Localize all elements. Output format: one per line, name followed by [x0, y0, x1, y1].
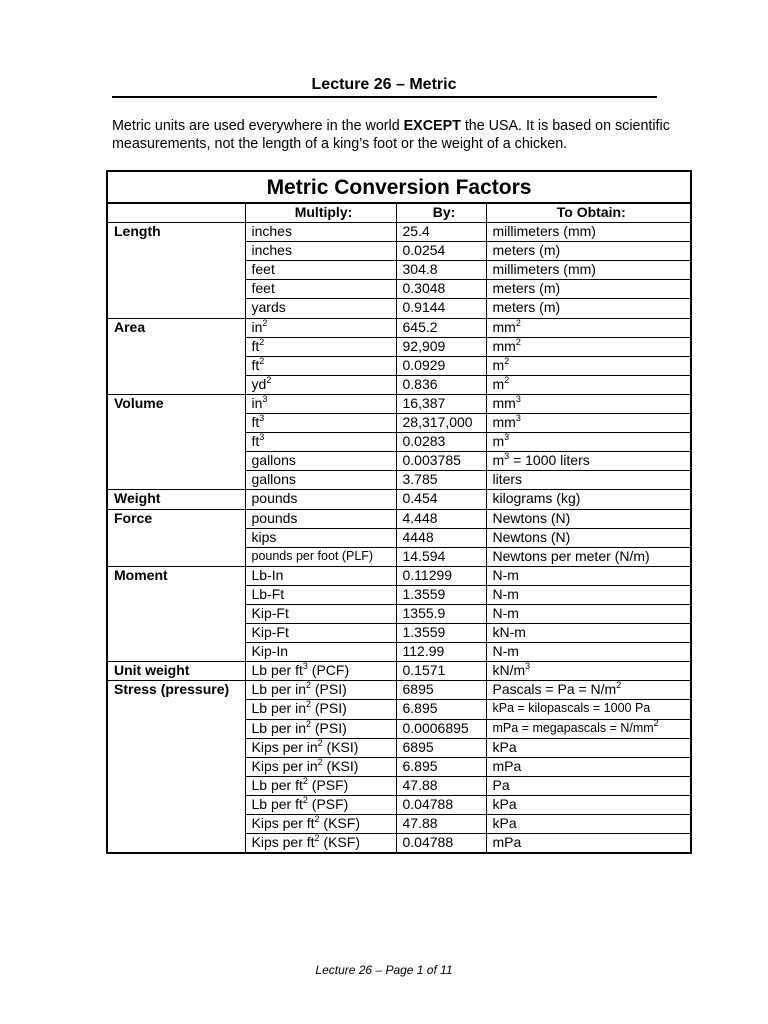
- factor-cell: 6.895: [396, 700, 486, 719]
- category-cell: [107, 700, 245, 719]
- multiply-exponent: 2: [305, 699, 311, 710]
- table-row: [107, 662, 691, 681]
- factor-cell: 0.0006895: [396, 719, 486, 738]
- obtain-cell: [486, 719, 691, 738]
- obtain-cell: [486, 776, 691, 795]
- multiply-unit: ft: [251, 337, 260, 354]
- factor-cell: 0.9144: [396, 299, 486, 318]
- obtain-unit: mm: [492, 414, 516, 431]
- factor-cell: 4.448: [396, 509, 486, 528]
- multiply-cell: [245, 585, 396, 604]
- multiply-unit: Kip-In: [251, 643, 289, 660]
- multiply-unit: in: [251, 394, 263, 411]
- factor-cell: 25.4: [396, 223, 486, 242]
- intro-paragraph: [112, 117, 672, 153]
- multiply-unit: yd: [251, 375, 267, 392]
- obtain-cell: [486, 433, 691, 452]
- table-row: [107, 337, 691, 356]
- obtain-cell: [486, 624, 691, 643]
- multiply-exponent: 2: [305, 719, 311, 729]
- multiply-cell: [245, 662, 396, 681]
- obtain-unit: N-m: [492, 643, 519, 660]
- multiply-cell: [245, 509, 396, 528]
- obtain-unit: m: [492, 452, 505, 469]
- category-cell: [107, 280, 245, 299]
- multiply-cell: [245, 776, 396, 795]
- multiply-cell: [245, 280, 396, 299]
- obtain-exponent: 3: [504, 451, 510, 462]
- obtain-unit: N-m: [492, 604, 519, 621]
- multiply-suffix: (KSI): [322, 738, 359, 755]
- obtain-cell: [486, 356, 691, 375]
- obtain-exponent: 2: [653, 719, 659, 728]
- category-cell: [107, 624, 245, 643]
- category-cell: [107, 299, 245, 318]
- factor-cell: 0.0929: [396, 356, 486, 375]
- obtain-cell: [486, 795, 691, 814]
- multiply-unit: ft: [251, 414, 260, 431]
- obtain-unit: kN/m: [492, 662, 526, 679]
- obtain-exponent: 3: [504, 432, 510, 443]
- multiply-cell: [245, 815, 396, 834]
- multiply-cell: [245, 719, 396, 738]
- multiply-unit: Kips per ft: [251, 815, 315, 831]
- obtain-unit: kPa = kilopascals = 1000 Pa: [492, 701, 651, 716]
- obtain-unit: kPa: [492, 738, 517, 755]
- obtain-cell: [486, 738, 691, 757]
- header-by: By:: [396, 203, 486, 223]
- table-body: [107, 223, 691, 854]
- multiply-suffix: (KSI): [322, 757, 359, 774]
- category-cell: [107, 834, 245, 854]
- category-cell: [107, 452, 245, 471]
- category-cell: [107, 261, 245, 280]
- obtain-cell: [486, 566, 691, 585]
- table-row: [107, 681, 691, 700]
- multiply-exponent: 2: [266, 375, 272, 385]
- factor-cell: 16,387: [396, 394, 486, 413]
- obtain-unit: kPa: [492, 815, 517, 831]
- obtain-cell: [486, 299, 691, 318]
- obtain-cell: [486, 242, 691, 261]
- multiply-cell: [245, 547, 396, 566]
- multiply-cell: [245, 700, 396, 719]
- factor-cell: 1.3559: [396, 624, 486, 643]
- category-cell: Moment: [107, 566, 245, 585]
- obtain-cell: [486, 700, 691, 719]
- multiply-unit: ft: [251, 356, 260, 373]
- multiply-suffix: (PSI): [311, 719, 347, 736]
- multiply-unit: Kip-Ft: [251, 624, 289, 641]
- obtain-unit: mm: [492, 394, 516, 411]
- obtain-cell: [486, 337, 691, 356]
- multiply-cell: [245, 242, 396, 261]
- table-row: [107, 471, 691, 490]
- obtain-unit: N-m: [492, 566, 519, 583]
- factor-cell: 645.2: [396, 318, 486, 337]
- multiply-cell: [245, 490, 396, 509]
- multiply-cell: [245, 414, 396, 433]
- obtain-unit: millimeters (mm): [492, 261, 596, 278]
- category-cell: [107, 585, 245, 604]
- table-row: [107, 414, 691, 433]
- table-row: [107, 490, 691, 509]
- multiply-exponent: 2: [259, 356, 265, 366]
- category-cell: Stress (pressure): [107, 681, 245, 700]
- obtain-cell: [486, 223, 691, 242]
- multiply-cell: [245, 795, 396, 814]
- multiply-cell: [245, 738, 396, 757]
- obtain-unit: mPa: [492, 834, 522, 851]
- table-row: [107, 624, 691, 643]
- obtain-cell: [486, 509, 691, 528]
- obtain-unit: meters (m): [492, 280, 561, 297]
- obtain-unit: meters (m): [492, 299, 561, 316]
- obtain-unit: kN-m: [492, 624, 526, 641]
- multiply-exponent: 3: [262, 394, 268, 404]
- multiply-exponent: 3: [259, 432, 265, 443]
- table-row: [107, 719, 691, 738]
- factor-cell: 28,317,000: [396, 414, 486, 433]
- factor-cell: 6895: [396, 738, 486, 757]
- factor-cell: 0.04788: [396, 795, 486, 814]
- factor-cell: 1.3559: [396, 585, 486, 604]
- factor-cell: 3.785: [396, 471, 486, 490]
- factor-cell: 0.04788: [396, 834, 486, 854]
- obtain-unit: mPa = megapascals = N/mm: [492, 720, 654, 735]
- conversion-table: [106, 170, 692, 854]
- multiply-unit: Lb per ft: [251, 776, 303, 793]
- obtain-exponent: 2: [504, 375, 510, 385]
- factor-cell: 304.8: [396, 261, 486, 280]
- table-row: [107, 566, 691, 585]
- multiply-unit: feet: [251, 261, 275, 278]
- multiply-unit: Lb per in: [251, 719, 306, 736]
- category-cell: [107, 337, 245, 356]
- multiply-cell: [245, 299, 396, 318]
- multiply-cell: [245, 337, 396, 356]
- table-caption: Metric Conversion Factors: [107, 171, 691, 203]
- table-row: [107, 643, 691, 662]
- factor-cell: 1355.9: [396, 604, 486, 623]
- multiply-cell: [245, 624, 396, 643]
- multiply-cell: [245, 681, 396, 700]
- table-row: [107, 509, 691, 528]
- category-cell: [107, 375, 245, 394]
- title-divider: [112, 96, 657, 98]
- category-cell: [107, 776, 245, 795]
- header-category: [107, 203, 245, 223]
- table-row: [107, 604, 691, 623]
- multiply-unit: kips: [251, 528, 277, 545]
- category-cell: [107, 604, 245, 623]
- multiply-exponent: 3: [259, 413, 265, 424]
- multiply-unit: inches: [251, 242, 292, 259]
- category-cell: [107, 547, 245, 566]
- multiply-cell: [245, 223, 396, 242]
- multiply-unit: Kip-Ft: [251, 604, 289, 621]
- multiply-unit: Kips per in: [251, 757, 318, 774]
- table-row: [107, 757, 691, 776]
- obtain-exponent: 2: [504, 356, 510, 366]
- category-cell: [107, 815, 245, 834]
- obtain-unit: m: [492, 356, 505, 373]
- multiply-suffix: (KSF): [319, 834, 360, 851]
- multiply-unit: feet: [251, 280, 275, 297]
- factor-cell: 0.0254: [396, 242, 486, 261]
- table-row: [107, 223, 691, 242]
- obtain-cell: [486, 414, 691, 433]
- multiply-unit: gallons: [251, 452, 296, 469]
- multiply-cell: [245, 834, 396, 854]
- multiply-exponent: 2: [302, 776, 308, 786]
- obtain-cell: [486, 585, 691, 604]
- category-cell: [107, 719, 245, 738]
- multiply-suffix: (PCF): [307, 662, 350, 679]
- multiply-cell: [245, 528, 396, 547]
- obtain-exponent: 3: [525, 661, 531, 672]
- category-cell: [107, 242, 245, 261]
- obtain-unit: kilograms (kg): [492, 490, 581, 507]
- obtain-unit: kPa: [492, 795, 517, 812]
- obtain-cell: [486, 452, 691, 471]
- multiply-cell: [245, 643, 396, 662]
- multiply-suffix: (PSI): [311, 700, 347, 717]
- multiply-suffix: (PSF): [307, 776, 349, 793]
- intro-emphasis: EXCEPT: [403, 118, 461, 134]
- category-cell: [107, 433, 245, 452]
- multiply-unit: pounds: [251, 490, 298, 507]
- category-cell: [107, 757, 245, 776]
- factor-cell: 0.11299: [396, 566, 486, 585]
- multiply-exponent: 2: [314, 814, 320, 824]
- factor-cell: 112.99: [396, 643, 486, 662]
- multiply-exponent: 2: [305, 680, 311, 691]
- obtain-unit: liters: [492, 471, 523, 488]
- factor-cell: 14.594: [396, 547, 486, 566]
- category-cell: [107, 643, 245, 662]
- multiply-unit: pounds per foot (PLF): [251, 548, 374, 563]
- multiply-cell: [245, 604, 396, 623]
- obtain-exponent: 2: [616, 680, 622, 691]
- page-footer: Lecture 26 – Page 1 of 11: [315, 963, 453, 977]
- table-row: [107, 585, 691, 604]
- obtain-cell: [486, 375, 691, 394]
- multiply-unit: Kips per in: [251, 738, 318, 755]
- multiply-unit: ft: [251, 433, 260, 450]
- multiply-unit: gallons: [251, 471, 296, 488]
- category-cell: Length: [107, 223, 245, 242]
- category-cell: [107, 414, 245, 433]
- obtain-unit: mm: [492, 318, 516, 335]
- factor-cell: 6.895: [396, 757, 486, 776]
- obtain-unit: N-m: [492, 585, 519, 602]
- table-row: [107, 528, 691, 547]
- table-row: [107, 452, 691, 471]
- factor-cell: 92,909: [396, 337, 486, 356]
- multiply-cell: [245, 566, 396, 585]
- factor-cell: 47.88: [396, 815, 486, 834]
- obtain-cell: [486, 280, 691, 299]
- multiply-unit: yards: [251, 299, 286, 316]
- obtain-unit: mPa: [492, 757, 522, 774]
- multiply-unit: pounds: [251, 509, 298, 526]
- multiply-unit: Lb-Ft: [251, 585, 285, 602]
- multiply-exponent: 2: [259, 337, 265, 347]
- obtain-cell: [486, 528, 691, 547]
- table-row: [107, 776, 691, 795]
- multiply-cell: [245, 375, 396, 394]
- table-row: [107, 356, 691, 375]
- intro-text-before: Metric units are used everywhere in the world: [112, 118, 404, 134]
- obtain-cell: [486, 604, 691, 623]
- category-cell: Area: [107, 318, 245, 337]
- multiply-exponent: 2: [317, 757, 323, 767]
- multiply-cell: [245, 452, 396, 471]
- obtain-unit: meters (m): [492, 242, 561, 259]
- obtain-cell: [486, 834, 691, 854]
- multiply-unit: Lb per ft: [251, 662, 303, 679]
- obtain-cell: [486, 757, 691, 776]
- category-cell: [107, 795, 245, 814]
- multiply-unit: inches: [251, 223, 292, 240]
- multiply-cell: [245, 471, 396, 490]
- table-row: [107, 738, 691, 757]
- factor-cell: 0.0283: [396, 433, 486, 452]
- factor-cell: 0.3048: [396, 280, 486, 299]
- multiply-cell: [245, 318, 396, 337]
- table-row: [107, 261, 691, 280]
- obtain-cell: [486, 662, 691, 681]
- page-title: Lecture 26 – Metric: [311, 76, 457, 93]
- table-row: [107, 375, 691, 394]
- header-multiply: Multiply:: [245, 203, 396, 223]
- obtain-suffix: = 1000 liters: [509, 452, 590, 469]
- table-row: [107, 433, 691, 452]
- table-row: [107, 700, 691, 719]
- factor-cell: 0.1571: [396, 662, 486, 681]
- obtain-cell: [486, 490, 691, 509]
- obtain-unit: Newtons (N): [492, 528, 571, 545]
- obtain-unit: m: [492, 375, 505, 392]
- multiply-unit: Lb-In: [251, 566, 284, 583]
- multiply-cell: [245, 757, 396, 776]
- multiply-cell: [245, 261, 396, 280]
- category-cell: Unit weight: [107, 662, 245, 681]
- multiply-exponent: 3: [302, 661, 308, 672]
- multiply-cell: [245, 433, 396, 452]
- multiply-exponent: 2: [262, 318, 268, 328]
- header-obtain: To Obtain:: [486, 203, 691, 223]
- factor-cell: 47.88: [396, 776, 486, 795]
- obtain-unit: Newtons per meter (N/m): [492, 547, 650, 564]
- obtain-unit: m: [492, 433, 505, 450]
- table-row: [107, 795, 691, 814]
- multiply-exponent: 2: [317, 738, 323, 748]
- multiply-unit: Lb per in: [251, 681, 306, 698]
- table-row: [107, 834, 691, 854]
- multiply-unit: in: [251, 318, 263, 335]
- obtain-unit: millimeters (mm): [492, 223, 596, 240]
- factor-cell: 0.454: [396, 490, 486, 509]
- multiply-suffix: (PSF): [307, 795, 349, 812]
- table-row: [107, 318, 691, 337]
- table-row: [107, 299, 691, 318]
- obtain-unit: mm: [492, 337, 516, 354]
- obtain-exponent: 3: [515, 413, 521, 424]
- obtain-cell: [486, 261, 691, 280]
- obtain-cell: [486, 547, 691, 566]
- obtain-cell: [486, 471, 691, 490]
- category-cell: Weight: [107, 490, 245, 509]
- obtain-cell: [486, 815, 691, 834]
- obtain-exponent: 2: [515, 318, 521, 328]
- obtain-cell: [486, 681, 691, 700]
- factor-cell: 0.003785: [396, 452, 486, 471]
- multiply-unit: Kips per ft: [251, 834, 315, 851]
- multiply-exponent: 2: [302, 795, 308, 805]
- multiply-cell: [245, 394, 396, 413]
- category-cell: [107, 528, 245, 547]
- obtain-unit: Pascals = Pa = N/m: [492, 681, 617, 698]
- multiply-suffix: (PSI): [311, 681, 347, 698]
- multiply-suffix: (KSF): [319, 815, 360, 831]
- table-row: [107, 815, 691, 834]
- table-row: [107, 394, 691, 413]
- category-cell: [107, 738, 245, 757]
- table-row: [107, 242, 691, 261]
- category-cell: [107, 356, 245, 375]
- category-cell: [107, 471, 245, 490]
- obtain-unit: Newtons (N): [492, 509, 571, 526]
- factor-cell: 0.836: [396, 375, 486, 394]
- obtain-exponent: 3: [515, 394, 521, 404]
- table-row: [107, 280, 691, 299]
- obtain-cell: [486, 318, 691, 337]
- factor-cell: 4448: [396, 528, 486, 547]
- category-cell: Volume: [107, 394, 245, 413]
- obtain-cell: [486, 643, 691, 662]
- category-cell: Force: [107, 509, 245, 528]
- multiply-unit: Lb per ft: [251, 795, 303, 812]
- intro-text-after: the USA. It is based on scientific measurements, not the length of a king’s foot or the weight of a chicken.: [112, 118, 670, 152]
- multiply-exponent: 2: [314, 833, 320, 844]
- obtain-unit: Pa: [492, 776, 510, 793]
- multiply-cell: [245, 356, 396, 375]
- table-row: [107, 547, 691, 566]
- multiply-unit: Lb per in: [251, 700, 306, 717]
- obtain-cell: [486, 394, 691, 413]
- obtain-exponent: 2: [515, 337, 521, 347]
- factor-cell: 6895: [396, 681, 486, 700]
